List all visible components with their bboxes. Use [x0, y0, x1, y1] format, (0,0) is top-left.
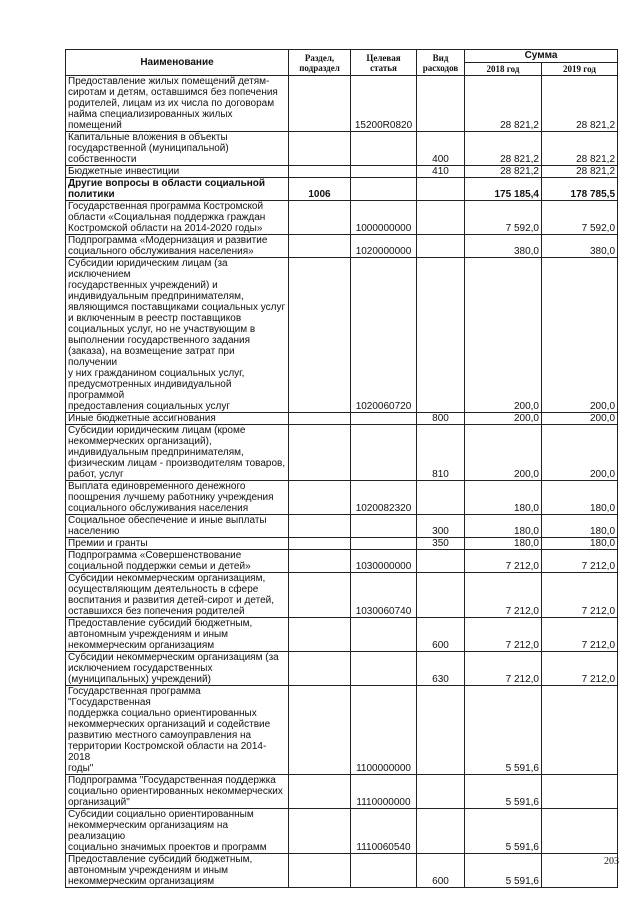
header-expense-type: Вид расходов: [417, 50, 465, 76]
row-sum-2019: 180,0: [542, 538, 618, 550]
row-sum-2019: 28 821,2: [542, 166, 618, 178]
header-name: Наименование: [66, 50, 289, 76]
row-sum-2018: 5 591,6: [465, 809, 542, 854]
table-row: [66, 76, 618, 132]
row-expense-type: [417, 481, 465, 515]
page-number: 203: [604, 856, 619, 867]
row-expense-type: [417, 775, 465, 809]
table-row: [66, 132, 618, 166]
row-section: [289, 413, 351, 425]
row-name: Подпрограмма «Модернизация и развитие социального обслуживания населения»: [66, 235, 289, 258]
table-row: [66, 550, 618, 573]
row-section: [289, 201, 351, 235]
table-row: [66, 425, 618, 481]
table-row: [66, 854, 618, 888]
row-section: [289, 618, 351, 652]
row-section: [289, 652, 351, 686]
row-target: 15200R0820: [351, 76, 417, 132]
row-target: [351, 413, 417, 425]
row-expense-type: 350: [417, 538, 465, 550]
header-target: Целевая статья: [351, 50, 417, 76]
row-sum-2018: 5 591,6: [465, 854, 542, 888]
row-name: Субсидии юридическим лицам (за исключением государственных учреждений) и индивидуальным предпринимателям, являющимся поставщиками социальных услуг и включенным в реестр поставщиков социальных услуг, но не участвующим в выполнении государственного задания (заказа), на возмещение затрат при получении у них гражданином социальных услуг, предусмотренных индивидуальной программой предоставления социальных услуг: [66, 258, 289, 413]
row-target: 1110000000: [351, 775, 417, 809]
row-target: [351, 538, 417, 550]
row-name: Выплата единовременного денежного поощрения лучшему работнику учреждения социального обслуживания населения: [66, 481, 289, 515]
row-target: 1110060540: [351, 809, 417, 854]
row-target: 1020082320: [351, 481, 417, 515]
row-expense-type: 600: [417, 854, 465, 888]
row-target: 1100000000: [351, 686, 417, 775]
table-row: [66, 201, 618, 235]
row-expense-type: [417, 686, 465, 775]
row-section: [289, 686, 351, 775]
row-target: [351, 618, 417, 652]
table-row: [66, 258, 618, 413]
table-row: [66, 178, 618, 201]
row-sum-2018: 5 591,6: [465, 775, 542, 809]
row-name: Субсидии некоммерческим организациям, осуществляющим деятельность в сфере воспитания и развития детей-сирот и детей, оставшихся без попечения родителей: [66, 573, 289, 618]
row-sum-2018: 5 591,6: [465, 686, 542, 775]
row-name: Субсидии некоммерческим организациям (за исключением государственных (муниципальных) учреждений): [66, 652, 289, 686]
row-expense-type: [417, 201, 465, 235]
header-year-2019: 2019 год: [542, 63, 618, 76]
row-section: [289, 775, 351, 809]
row-sum-2019: 7 212,0: [542, 573, 618, 618]
row-expense-type: [417, 235, 465, 258]
row-sum-2018: 28 821,2: [465, 166, 542, 178]
row-sum-2019: 200,0: [542, 258, 618, 413]
row-section: [289, 573, 351, 618]
row-target: [351, 854, 417, 888]
row-name: Другие вопросы в области социальной политики: [66, 178, 289, 201]
row-name: Социальное обеспечение и иные выплаты населению: [66, 515, 289, 538]
row-sum-2018: 7 212,0: [465, 573, 542, 618]
table-row: [66, 809, 618, 854]
row-section: [289, 854, 351, 888]
header-sum: Сумма: [465, 50, 618, 63]
row-target: [351, 178, 417, 201]
row-section: [289, 425, 351, 481]
row-sum-2019: 380,0: [542, 235, 618, 258]
row-section: [289, 258, 351, 413]
row-sum-2019: 200,0: [542, 413, 618, 425]
table-row: [66, 235, 618, 258]
row-name: Государственная программа "Государственная поддержка социально ориентированных некоммерческих организаций и содействие развитию местного самоуправления на территории Костромской области на 2014-2018 годы": [66, 686, 289, 775]
row-name: Предоставление жилых помещений детям- сиротам и детям, оставшимся без попечения родителей, лицам из их числа по договорам найма специализированных жилых помещений: [66, 76, 289, 132]
row-sum-2018: 7 212,0: [465, 652, 542, 686]
row-sum-2019: 7 592,0: [542, 201, 618, 235]
row-sum-2018: 175 185,4: [465, 178, 542, 201]
row-sum-2019: 200,0: [542, 425, 618, 481]
row-expense-type: [417, 573, 465, 618]
table-row: [66, 413, 618, 425]
header-year-2018: 2018 год: [465, 63, 542, 76]
row-section: [289, 132, 351, 166]
row-section: [289, 235, 351, 258]
header-section: Раздел, подраздел: [289, 50, 351, 76]
row-sum-2019: 178 785,5: [542, 178, 618, 201]
row-section: [289, 515, 351, 538]
row-name: Субсидии социально ориентированным некоммерческим организациям на реализацию социально значимых проектов и программ: [66, 809, 289, 854]
row-expense-type: 810: [417, 425, 465, 481]
row-name: Субсидии юридическим лицам (кроме некоммерческих организаций), индивидуальным предпринимателям, физическим лицам - производителям товаров, работ, услуг: [66, 425, 289, 481]
table-row: [66, 166, 618, 178]
row-sum-2018: 28 821,2: [465, 76, 542, 132]
table-body: [66, 76, 618, 888]
row-expense-type: 410: [417, 166, 465, 178]
budget-table: [65, 49, 618, 888]
row-target: 1030060740: [351, 573, 417, 618]
row-target: 1000000000: [351, 201, 417, 235]
row-target: [351, 166, 417, 178]
row-target: [351, 515, 417, 538]
table-row: [66, 573, 618, 618]
row-expense-type: [417, 809, 465, 854]
table-row: [66, 686, 618, 775]
row-sum-2018: 180,0: [465, 515, 542, 538]
table-row: [66, 775, 618, 809]
row-sum-2019: 180,0: [542, 481, 618, 515]
row-section: [289, 166, 351, 178]
row-name: Предоставление субсидий бюджетным, автономным учреждениям и иным некоммерческим организациям: [66, 854, 289, 888]
row-expense-type: [417, 76, 465, 132]
table-row: [66, 481, 618, 515]
row-sum-2019: 28 821,2: [542, 76, 618, 132]
row-expense-type: 800: [417, 413, 465, 425]
row-section: [289, 538, 351, 550]
row-section: [289, 76, 351, 132]
row-name: Подпрограмма «Совершенствование социальной поддержки семьи и детей»: [66, 550, 289, 573]
table-row: [66, 538, 618, 550]
row-sum-2018: 200,0: [465, 413, 542, 425]
row-section: [289, 550, 351, 573]
row-sum-2019: [542, 686, 618, 775]
row-expense-type: 400: [417, 132, 465, 166]
row-sum-2018: 380,0: [465, 235, 542, 258]
row-target: [351, 652, 417, 686]
row-section: [289, 809, 351, 854]
table-row: [66, 618, 618, 652]
row-sum-2019: [542, 809, 618, 854]
row-sum-2019: 7 212,0: [542, 652, 618, 686]
row-name: Предоставление субсидий бюджетным, автономным учреждениям и иным некоммерческим организациям: [66, 618, 289, 652]
row-expense-type: [417, 178, 465, 201]
row-expense-type: [417, 258, 465, 413]
row-name: Иные бюджетные ассигнования: [66, 413, 289, 425]
row-sum-2018: 28 821,2: [465, 132, 542, 166]
row-sum-2019: 7 212,0: [542, 618, 618, 652]
row-section: 1006: [289, 178, 351, 201]
row-sum-2019: 180,0: [542, 515, 618, 538]
row-sum-2018: 200,0: [465, 425, 542, 481]
row-sum-2019: [542, 775, 618, 809]
row-sum-2018: 180,0: [465, 538, 542, 550]
row-section: [289, 481, 351, 515]
row-name: Капитальные вложения в объекты государственной (муниципальной) собственности: [66, 132, 289, 166]
row-target: 1030000000: [351, 550, 417, 573]
row-name: Государственная программа Костромской области «Социальная поддержка граждан Костромской области на 2014-2020 годы»: [66, 201, 289, 235]
row-sum-2018: 200,0: [465, 258, 542, 413]
row-target: 1020060720: [351, 258, 417, 413]
row-sum-2018: 7 212,0: [465, 618, 542, 652]
row-name: Подпрограмма "Государственная поддержка социально ориентированных некоммерческих организаций": [66, 775, 289, 809]
row-expense-type: 600: [417, 618, 465, 652]
row-sum-2018: 7 592,0: [465, 201, 542, 235]
row-expense-type: 630: [417, 652, 465, 686]
table-row: [66, 515, 618, 538]
row-expense-type: 300: [417, 515, 465, 538]
row-name: Премии и гранты: [66, 538, 289, 550]
row-sum-2019: 7 212,0: [542, 550, 618, 573]
row-target: 1020000000: [351, 235, 417, 258]
row-sum-2018: 7 212,0: [465, 550, 542, 573]
row-name: Бюджетные инвестиции: [66, 166, 289, 178]
row-sum-2018: 180,0: [465, 481, 542, 515]
row-sum-2019: 28 821,2: [542, 132, 618, 166]
row-target: [351, 425, 417, 481]
row-expense-type: [417, 550, 465, 573]
table-row: [66, 652, 618, 686]
row-target: [351, 132, 417, 166]
